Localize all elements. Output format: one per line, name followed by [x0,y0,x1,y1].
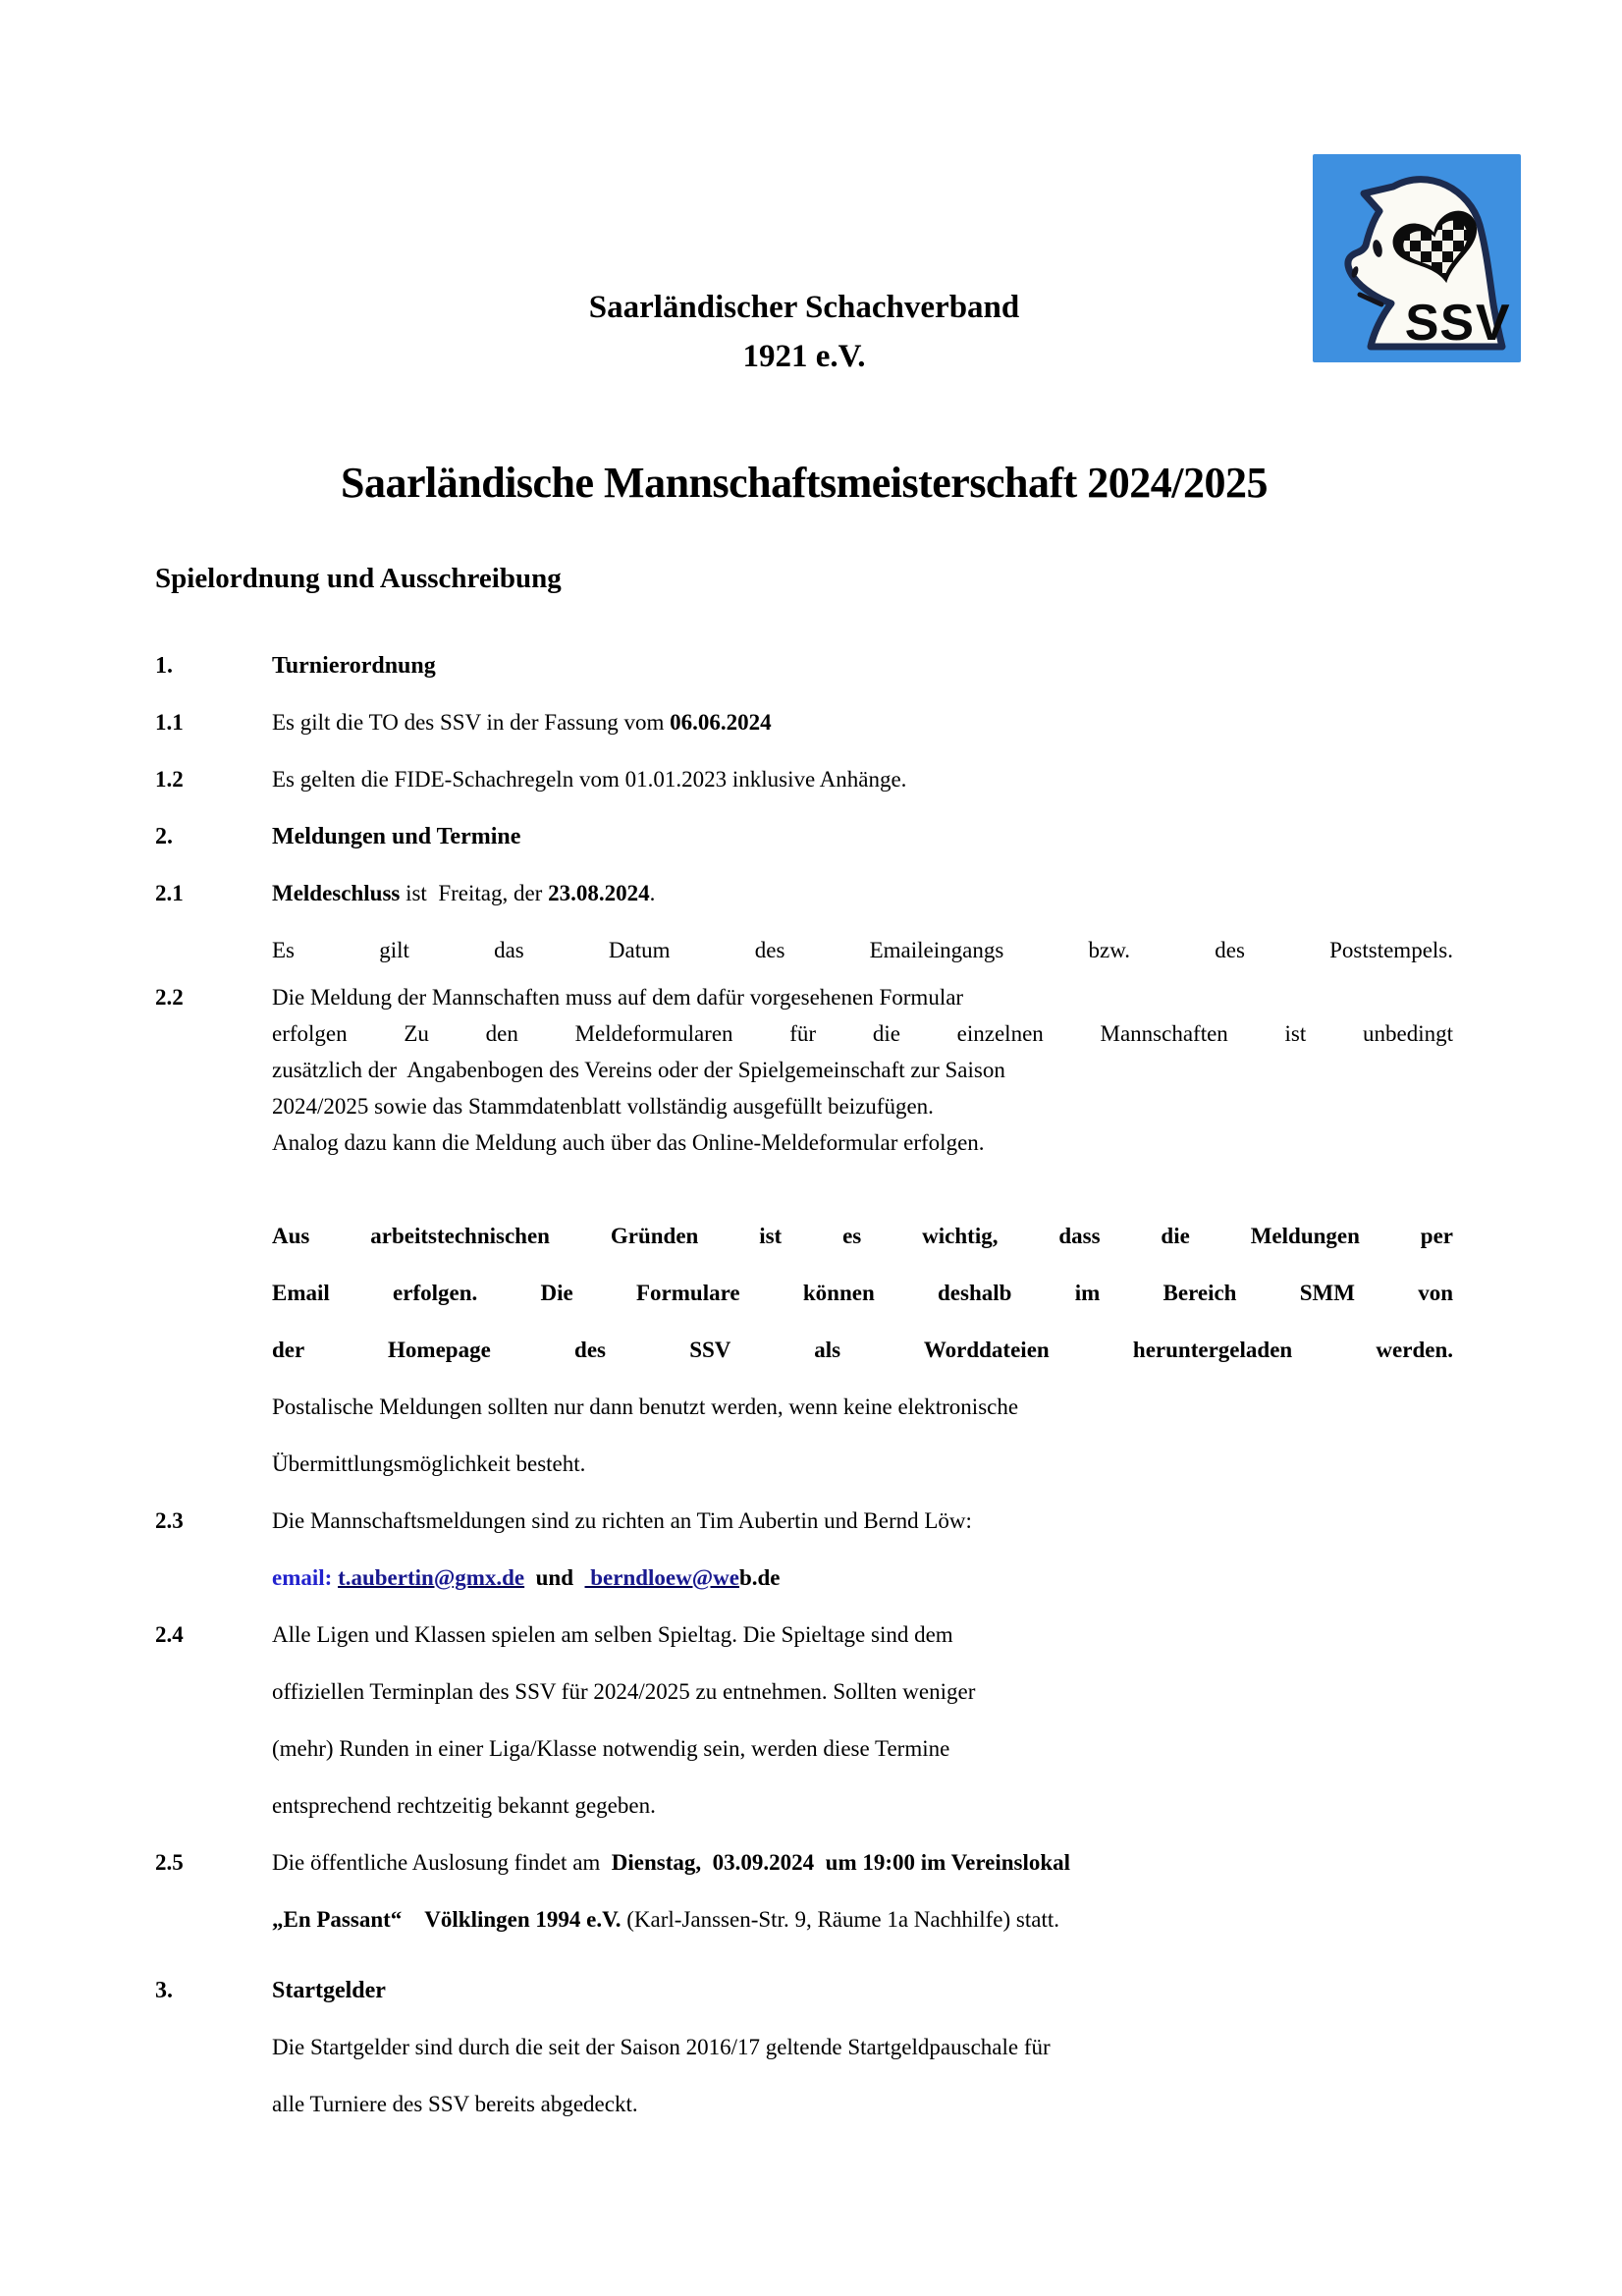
text-segment: zusätzlich der Angabenbogen des Vereins oder der Spielgemeinschaft zur Saison [272,1057,1005,1082]
text-segment: Alle Ligen und Klassen spielen am selben Spieltag. Die Spieltage sind dem [272,1621,953,1647]
text-segment: Aus arbeitstechnischen Gründen ist es wichtig, dass die Meldungen per [272,1223,1453,1248]
item-number: 3. [155,1977,173,2003]
page-title: Saarländische Mannschaftsmeisterschaft 2024/2025 [341,459,1268,507]
organization-header [155,283,1453,381]
logo-text: SSV [1403,295,1512,352]
text-segment: entsprechend rechtzeitig bekannt gegeben. [272,1792,656,1818]
numbered-items [155,637,1453,2133]
item-content [272,1607,1453,1834]
text-segment: Es gilt die TO des SSV in der Fassung vom [272,709,671,735]
doc-item-1-2 [155,751,1453,808]
text-segment: (mehr) Runden in einer Liga/Klasse notwendig sein, werden diese Termine [272,1735,950,1761]
text-segment: Es gelten die FIDE-Schachregeln vom 01.01.2023 inklusive Anhänge. [272,766,907,792]
text-segment: Völklingen 1994 e.V. [424,1906,622,1932]
text-segment: 06.06.2024 [670,709,772,735]
text-line [272,1834,1453,1891]
item-number: 2.1 [155,880,184,905]
text-line [272,1721,1453,1777]
chess-knight-icon [1313,154,1521,362]
text-segment: (Karl-Janssen-Str. 9, Räume 1a Nachhilfe) statt. [621,1906,1059,1932]
text-line [272,865,1453,922]
item-content [272,865,1453,979]
doc-item-2-3 [155,1493,1453,1607]
text-segment: Postalische Meldungen sollten nur dann benutzt werden, wenn keine elektronische [272,1394,1019,1419]
organization-year: 1921 e.V. [742,339,866,374]
text-line [272,1550,1453,1607]
text-line [272,979,1453,1015]
page-subtitle: Spielordnung und Ausschreibung [155,562,562,594]
text-segment: Die Mannschaftsmeldungen sind zu richten an Tim Aubertin und Bernd Löw: [272,1507,972,1533]
text-segment: . [649,880,656,905]
item-content [272,979,1453,1161]
item-content [272,1208,1453,1493]
text-segment: erfolgen Zu den Meldeformularen für die einzelnen Mannschaften ist unbedingt [272,1020,1453,1046]
text-line [272,637,1453,694]
text-line [272,1777,1453,1834]
text-segment: Die öffentliche Auslosung findet am [272,1849,612,1875]
text-line [272,1436,1453,1493]
text-segment: 2024/2025 sowie das Stammdatenblatt vollständig ausgefüllt beizufügen. [272,1093,934,1119]
item-number: 2.4 [155,1621,184,1647]
doc-item-2 [155,808,1453,865]
text-segment: Es gilt das Datum des Emaileingangs bzw. des Poststempels. [272,937,1453,962]
item-content [272,1493,1453,1607]
doc-item-1-1 [155,694,1453,751]
item-number: 1. [155,652,173,679]
item-content [272,751,1453,808]
text-line [272,1891,1453,1948]
text-segment: Übermittlungsmöglichkeit besteht. [272,1450,586,1476]
text-line [272,1379,1453,1436]
item-content [272,637,1453,694]
text-line [272,751,1453,808]
text-line [272,1015,1453,1052]
text-line [272,1607,1453,1664]
text-line [272,1124,1453,1161]
item-content [272,1962,1453,2019]
text-line [272,808,1453,865]
email-label: email: [272,1564,339,1590]
text-line [272,1088,1453,1124]
item-content [272,694,1453,751]
text-segment: Email erfolgen. Die Formulare können deshalb im Bereich SMM von [272,1280,1453,1305]
text-segment: Meldeschluss [272,880,401,905]
item-number: 2. [155,823,173,849]
text-segment: der Homepage des SSV als Worddateien heruntergeladen werden. [272,1337,1453,1362]
ssv-logo [1313,154,1521,362]
text-segment: Die Meldung der Mannschaften muss auf dem dafür vorgesehenen Formular [272,984,964,1010]
text-line [272,1322,1453,1379]
text-segment: Dienstag, 03.09.2024 um 19:00 im Vereinslokal [611,1849,1071,1875]
text-segment: Turnierordnung [272,652,436,679]
doc-item-2-4 [155,1607,1453,1834]
doc-item-paragraph [155,1208,1453,1493]
email-link[interactable]: berndloew@we [584,1564,739,1590]
item-number: 1.2 [155,766,184,792]
text-segment: b.de [738,1564,781,1590]
text-segment: Analog dazu kann die Meldung auch über das Online-Meldeformular erfolgen. [272,1129,985,1155]
text-line [272,1265,1453,1322]
item-number: 2.3 [155,1507,184,1533]
item-content [272,1834,1453,1948]
doc-item-3 [155,1962,1453,2019]
text-segment: Startgelder [272,1977,386,2003]
email-link[interactable]: t.aubertin@gmx.de [338,1564,525,1590]
text-line [272,694,1453,751]
item-number: 1.1 [155,709,184,735]
text-segment: alle Turniere des SSV bereits abgedeckt. [272,2091,638,2116]
text-line [272,922,1453,979]
text-line [272,1493,1453,1550]
text-segment: 23.08.2024 [548,880,650,905]
item-number: 2.2 [155,984,184,1010]
item-content [272,2019,1453,2133]
text-line [272,1208,1453,1265]
text-line [272,2019,1453,2076]
text-line [272,1962,1453,2019]
doc-item-2-2 [155,979,1453,1161]
doc-item-1 [155,637,1453,694]
item-number: 2.5 [155,1849,184,1875]
text-segment [402,1907,424,1932]
text-segment: Meldungen und Termine [272,823,521,849]
text-segment: und [524,1564,585,1590]
organization-name: Saarländischer Schachverband [588,290,1020,325]
text-line [272,2076,1453,2133]
doc-item-2-5 [155,1834,1453,1948]
text-segment: offiziellen Terminplan des SSV für 2024/2025 zu entnehmen. Sollten weniger [272,1678,976,1704]
item-content [272,808,1453,865]
doc-item-paragraph [155,2019,1453,2133]
text-segment: „En Passant“ [272,1906,403,1932]
doc-item-2-1 [155,865,1453,979]
text-line [272,1052,1453,1088]
text-segment: Die Startgelder sind durch die seit der Saison 2016/17 geltende Startgeldpauschale für [272,2034,1051,2059]
text-line [272,1664,1453,1721]
text-segment: ist Freitag, der [400,880,549,905]
